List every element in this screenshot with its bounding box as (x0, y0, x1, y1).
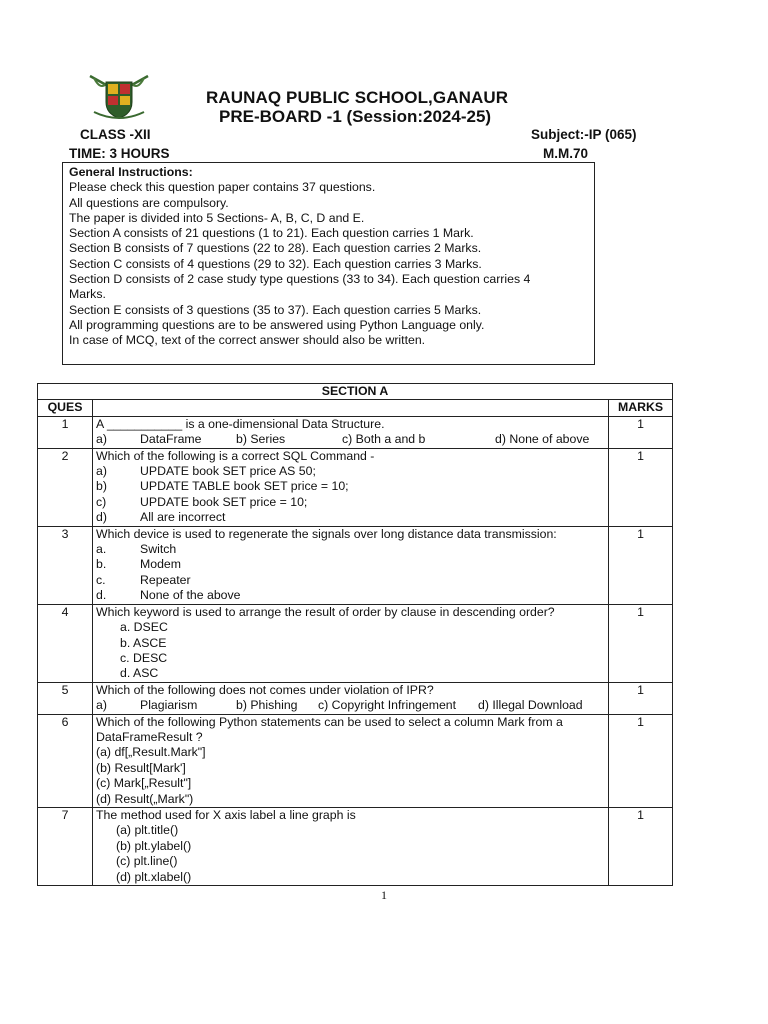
option-item: (c) plt.line() (116, 854, 178, 869)
option-text: d) None of above (495, 432, 590, 447)
question-header-blank (93, 400, 609, 416)
section-title: SECTION A (38, 384, 673, 400)
question-cell (93, 448, 609, 526)
school-name: RAUNAQ PUBLIC SCHOOL,GANAUR (206, 88, 509, 107)
option-text: Plagiarism (140, 698, 198, 713)
question-cell (93, 526, 609, 604)
max-marks-label: M.M.70 (543, 146, 589, 161)
option-item: (b) Result[Mark'] (96, 760, 186, 775)
option-item: (d) plt.xlabel() (116, 869, 192, 884)
option-label: a) (96, 464, 107, 479)
option-text: DataFrame (140, 432, 202, 447)
school-logo (86, 72, 152, 122)
instruction-line: Section B consists of 7 questions (22 to 28). Each question carries 2 Marks. (69, 241, 482, 256)
question-marks: 1 (609, 807, 673, 885)
instruction-line: Section E consists of 3 questions (35 to 37). Each question carries 5 Marks. (69, 302, 482, 317)
question-text: DataFrameResult ? (96, 729, 203, 744)
inline-options (96, 698, 605, 713)
exam-title: PRE-BOARD -1 (Session:2024-25) (219, 107, 492, 126)
instruction-line: All programming questions are to be answered using Python Language only. (69, 317, 485, 332)
instruction-line: All questions are compulsory. (69, 195, 229, 210)
question-text: Which of the following Python statements can be used to select a column Mark from a (96, 714, 563, 729)
instruction-line: Section D consists of 2 case study type questions (33 to 34). Each question carries 4 (69, 272, 531, 287)
option-item: d. ASC (120, 666, 159, 681)
option-label: b. (96, 557, 107, 572)
question-number: 3 (38, 526, 93, 604)
instructions-heading: General Instructions: (69, 165, 193, 179)
table-row (38, 448, 673, 526)
option-label: a) (96, 698, 107, 713)
option-text: Repeater (140, 572, 191, 587)
question-text: Which of the following does not comes under violation of IPR? (96, 682, 434, 697)
question-cell (93, 714, 609, 807)
table-row (38, 416, 673, 448)
option-text: Modem (140, 557, 182, 572)
question-cell (93, 682, 609, 714)
question-text: Which keyword is used to arrange the result of order by clause in descending order? (96, 604, 555, 619)
option-text: UPDATE TABLE book SET price = 10; (140, 479, 349, 494)
question-marks: 1 (609, 604, 673, 682)
option-text: b) Phishing (236, 698, 298, 713)
option-item: (a) plt.title() (116, 823, 179, 838)
table-row (38, 604, 673, 682)
class-label: CLASS -XII (80, 127, 151, 142)
question-number: 5 (38, 682, 93, 714)
option-item: (d) Result(„Mark") (96, 791, 194, 806)
option-text: d) Illegal Download (478, 698, 583, 713)
instruction-line: Section A consists of 21 questions (1 to 21). Each question carries 1 Mark. (69, 226, 474, 241)
option-row (96, 542, 605, 557)
questions-table (37, 383, 673, 886)
option-row (96, 557, 605, 572)
question-marks: 1 (609, 526, 673, 604)
question-marks: 1 (609, 682, 673, 714)
question-text: A ___________ is a one-dimensional Data Structure. (96, 416, 385, 431)
option-row (96, 464, 605, 479)
question-marks: 1 (609, 416, 673, 448)
option-item: b. ASCE (120, 635, 167, 650)
option-label: c. (96, 572, 106, 587)
option-item: a. DSEC (120, 620, 168, 635)
inline-options (96, 432, 605, 447)
table-row (38, 714, 673, 807)
option-text: b) Series (236, 432, 286, 447)
option-row (96, 479, 605, 494)
option-item: (c) Mark[„Result"] (96, 776, 192, 791)
instruction-line: Section C consists of 4 questions (29 to 32). Each question carries 3 Marks. (69, 256, 482, 271)
instruction-line: Marks. (69, 287, 106, 302)
question-marks: 1 (609, 714, 673, 807)
option-item: (b) plt.ylabel() (116, 838, 192, 853)
table-row (38, 526, 673, 604)
option-label: a. (96, 542, 107, 557)
question-cell (93, 416, 609, 448)
option-label: d) (96, 510, 107, 525)
time-label: TIME: 3 HOURS (69, 146, 170, 161)
table-row (38, 682, 673, 714)
option-row (96, 588, 605, 603)
option-label: b) (96, 479, 107, 494)
question-text: Which of the following is a correct SQL Command - (96, 448, 375, 463)
instruction-line: The paper is divided into 5 Sections- A, B, C, D and E. (69, 210, 365, 225)
option-text: c) Copyright Infringement (318, 698, 457, 713)
option-row (96, 510, 605, 525)
page-number: 1 (381, 888, 387, 902)
question-cell (93, 604, 609, 682)
option-text: UPDATE book SET price AS 50; (140, 464, 316, 479)
option-text: All are incorrect (140, 510, 226, 525)
option-label: d. (96, 588, 107, 603)
question-marks: 1 (609, 448, 673, 526)
instruction-line: Please check this question paper contains 37 questions. (69, 180, 376, 195)
general-instructions-box (62, 162, 595, 365)
option-item: c. DESC (120, 650, 168, 665)
question-text: The method used for X axis label a line graph is (96, 807, 356, 822)
subject-label: Subject:-IP (065) (531, 127, 637, 142)
marks-header: MARKS (609, 400, 673, 416)
table-row (38, 807, 673, 885)
option-item: (a) df[„Result.Mark"] (96, 745, 206, 760)
option-text: Switch (140, 542, 177, 557)
option-text: c) Both a and b (342, 432, 426, 447)
question-cell (93, 807, 609, 885)
option-label: c) (96, 494, 107, 509)
option-label: a) (96, 432, 107, 447)
question-number: 4 (38, 604, 93, 682)
option-text: UPDATE book SET price = 10; (140, 494, 308, 509)
question-number: 7 (38, 807, 93, 885)
question-text: Which device is used to regenerate the signals over long distance data transmission: (96, 526, 557, 541)
question-number: 1 (38, 416, 93, 448)
ques-header: QUES (38, 400, 93, 416)
question-number: 6 (38, 714, 93, 807)
option-text: None of the above (140, 588, 241, 603)
instruction-line: In case of MCQ, text of the correct answer should also be written. (69, 333, 426, 348)
option-row (96, 495, 605, 510)
option-row (96, 573, 605, 588)
question-number: 2 (38, 448, 93, 526)
